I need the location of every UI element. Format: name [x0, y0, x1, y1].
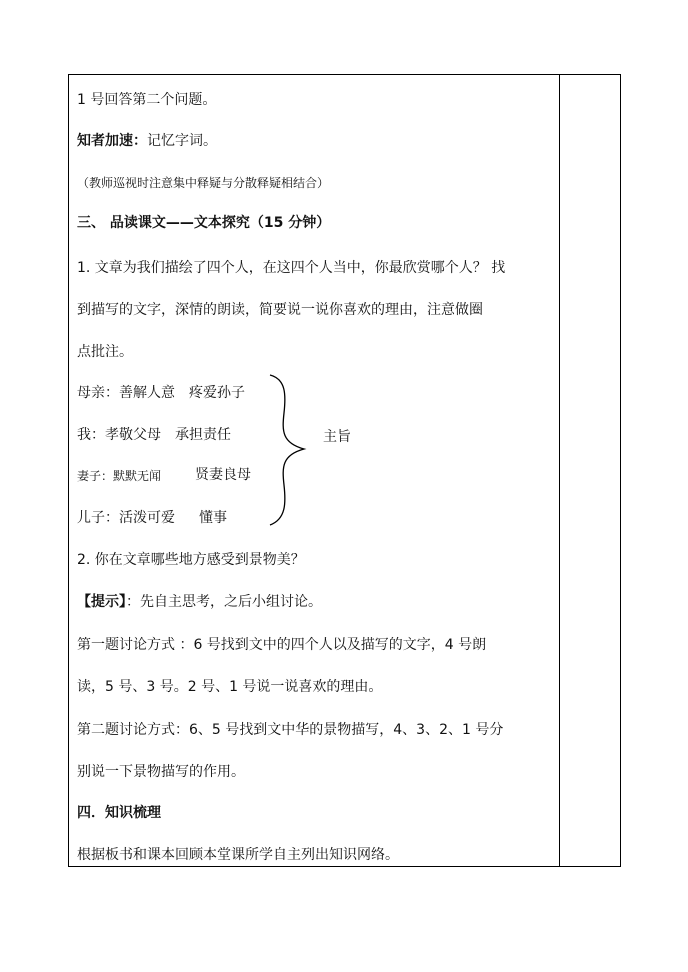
character-mother-trait: 疼爱孙子 [189, 385, 245, 401]
character-son: 儿子：活泼可爱 [77, 510, 175, 526]
character-me-trait: 承担责任 [175, 427, 231, 443]
character-me: 我：孝敬父母 [77, 427, 161, 443]
hint-text: ：先自主思考，之后小组讨论。 [126, 594, 322, 610]
section-4-text: 根据板书和课本回顾本堂课所学自主列出知识网络。 [77, 847, 399, 863]
character-wife-trait: 贤妻良母 [195, 467, 251, 483]
lesson-table [68, 74, 621, 867]
discussion-2-line-1: 第二题讨论方式：6、5 号找到文中华的景物描写，4、3、2、1 号分 [77, 722, 504, 738]
teacher-note: （教师巡视时注意集中释疑与分散释疑相结合） [77, 176, 330, 190]
character-son-trait: 懂事 [199, 510, 227, 526]
question-1-line-1: 1. 文章为我们描绘了四个人，在这四个人当中，你最欣赏哪个人？ 找 [77, 260, 506, 276]
line-fast-learners [77, 132, 217, 150]
question-1-line-2: 到描写的文字，深情的朗读，简要说一说你喜欢的理由，注意做圈 [77, 302, 483, 318]
curly-brace-icon [268, 373, 308, 527]
question-2: 2. 你在文章哪些地方感受到景物美？ [77, 552, 305, 568]
theme-label: 主旨 [323, 429, 351, 445]
hint-label: 【提示】 [77, 594, 126, 610]
section-3-heading: 三、 品读课文——文本探究（15 分钟） [77, 215, 331, 231]
line-answer-q2: 1 号回答第二个问题。 [77, 92, 217, 108]
discussion-2-line-2: 别说一下景物描写的作用。 [77, 764, 245, 780]
discussion-1-line-2: 读，5 号、3 号。2 号、1 号说一说喜欢的理由。 [77, 679, 383, 695]
question-1-line-3: 点批注。 [77, 344, 133, 360]
section-4-heading: 四．知识梳理 [77, 805, 161, 821]
hint-line [77, 593, 322, 611]
fast-learners-text: 记忆字词。 [147, 133, 217, 149]
fast-learners-label: 知者加速： [77, 133, 147, 149]
character-mother: 母亲：善解人意 [77, 385, 175, 401]
character-wife: 妻子：默默无闻 [77, 469, 162, 483]
column-divider [559, 75, 560, 866]
discussion-1-line-1: 第一题讨论方式 ：6 号找到文中的四个人以及描写的文字，4 号朗 [77, 637, 487, 653]
